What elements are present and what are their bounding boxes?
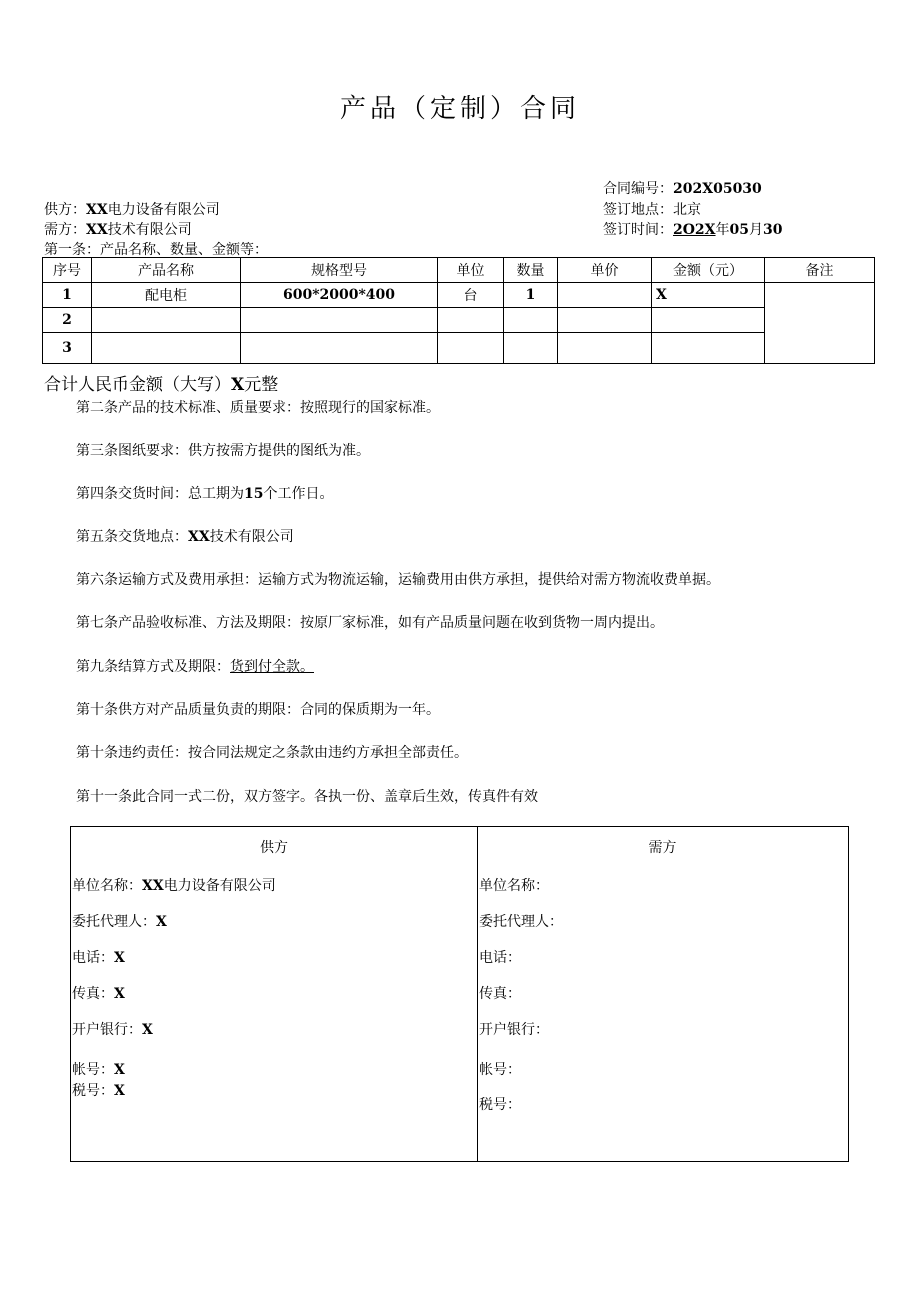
signature-table (70, 826, 849, 1162)
product-name (92, 308, 241, 333)
buyer-header: 需方 (648, 840, 677, 856)
sign-day: 30 (763, 222, 783, 238)
clause-5-bold: XX (188, 529, 210, 545)
row-index: 2 (43, 308, 92, 333)
product-amount: X (652, 283, 765, 308)
product-amount (652, 333, 765, 364)
sign-time (603, 219, 783, 239)
product-price (558, 308, 652, 333)
sign-year-unit: 年 (715, 222, 730, 238)
clause-9-underlined: 货到付全款。 (230, 659, 314, 675)
product-price (558, 283, 652, 308)
supplier-tax-label: 税号： (72, 1083, 114, 1099)
supplier-phone-value: X (114, 950, 125, 966)
supplier-unit-label: 单位名称： (72, 878, 142, 894)
supplier-tax-value: X (114, 1083, 125, 1099)
supplier-fax-value: X (114, 986, 125, 1002)
clause-1: 第一条：产品名称、数量、金额等： (44, 242, 268, 258)
header-cell: 单位 (438, 258, 504, 283)
clause-6: 第六条运输方式及费用承担：运输方式为物流运输，运输费用由供方承担，提供给对需方物流收费单据。 (76, 572, 720, 588)
product-price (558, 333, 652, 364)
clause-9-pre: 第九条结算方式及期限： (76, 659, 230, 675)
clause-5-pre: 第五条交货地点： (76, 529, 188, 545)
product-unit: 台 (438, 283, 504, 308)
buyer-name-rest: 技术有限公司 (107, 222, 192, 238)
notes-cell (765, 283, 875, 364)
supplier-fax (72, 983, 125, 1003)
supplier-unit-bold: XX (142, 878, 164, 894)
product-amount (652, 308, 765, 333)
product-qty: 1 (504, 283, 558, 308)
column-divider (477, 827, 478, 1161)
supplier-agent (72, 911, 167, 931)
sign-place-value: 北京 (673, 202, 701, 218)
clause-11: 第十一条此合同一式二份，双方签字。各执一份、盖章后生效，传真件有效 (76, 789, 538, 805)
sign-place (603, 199, 701, 219)
sign-place-label: 签订地点： (603, 202, 673, 218)
supplier-account-value: X (114, 1062, 125, 1078)
supplier-agent-label: 委托代理人： (72, 914, 156, 930)
clause-5-post: 技术有限公司 (209, 529, 294, 545)
clause-9 (76, 656, 314, 676)
buyer-agent-label: 委托代理人： (479, 914, 563, 930)
buyer-bank-label: 开户银行： (479, 1022, 549, 1038)
product-qty (504, 333, 558, 364)
supplier-account-label: 帐号： (72, 1062, 114, 1078)
table-row (43, 308, 875, 333)
clause-4-num: 15 (244, 486, 264, 502)
contract-number (603, 178, 762, 198)
header-cell: 金额（元） (652, 258, 765, 283)
table-header-row (43, 258, 875, 283)
table-row (43, 333, 875, 364)
page-title: 产品（定制）合同 (339, 94, 580, 124)
supplier-account (72, 1059, 125, 1079)
supplier-label: 供方： (44, 202, 86, 218)
clause-4-pre: 第四条交货时间：总工期为 (76, 486, 244, 502)
supplier-unit-rest: 电力设备有限公司 (163, 878, 276, 894)
clause-10b: 第十条违约责任：按合同法规定之条款由违约方承担全部责任。 (76, 745, 468, 761)
contract-number-label: 合同编号： (603, 181, 673, 197)
product-table (42, 257, 875, 364)
buyer-account-label: 帐号： (479, 1062, 521, 1078)
buyer-name-bold: XX (86, 222, 108, 238)
supplier-bank-label: 开户银行： (72, 1022, 142, 1038)
buyer-fax-label: 传真： (479, 986, 521, 1002)
clause-5 (76, 526, 294, 546)
clause-3: 第三条图纸要求：供方按需方提供的图纸为准。 (76, 443, 370, 459)
total-value: X (231, 375, 245, 395)
product-name (92, 333, 241, 364)
supplier-unit (72, 875, 276, 895)
contract-number-value: 202X05030 (673, 181, 762, 197)
supplier-line (44, 199, 220, 219)
header-cell: 序号 (43, 258, 92, 283)
sign-month-unit: 月 (749, 222, 764, 238)
total-suffix: 元整 (244, 375, 279, 395)
supplier-name-bold: XX (86, 202, 108, 218)
header-cell: 数量 (504, 258, 558, 283)
supplier-phone (72, 947, 125, 967)
product-spec (241, 308, 438, 333)
sign-year: 2O2X (673, 222, 716, 238)
product-qty (504, 308, 558, 333)
supplier-name-rest: 电力设备有限公司 (107, 202, 220, 218)
product-spec: 600*2000*400 (241, 283, 438, 308)
clause-10: 第十条供方对产品质量负责的期限：合同的保质期为一年。 (76, 702, 440, 718)
buyer-phone-label: 电话： (479, 950, 521, 966)
header-cell: 备注 (765, 258, 875, 283)
row-index: 3 (43, 333, 92, 364)
buyer-line (44, 219, 192, 239)
product-unit (438, 308, 504, 333)
buyer-unit-label: 单位名称： (479, 878, 549, 894)
supplier-phone-label: 电话： (72, 950, 114, 966)
sign-time-label: 签订时间： (603, 222, 673, 238)
supplier-bank-value: X (142, 1022, 153, 1038)
header-cell: 规格型号 (241, 258, 438, 283)
total-label: 合计人民币金额（大写） (44, 375, 231, 395)
total-amount (44, 370, 278, 395)
clause-4-post: 个工作日。 (263, 486, 334, 502)
row-index: 1 (43, 283, 92, 308)
clause-7: 第七条产品验收标准、方法及期限：按原厂家标准，如有产品质量问题在收到货物一周内提出。 (76, 615, 664, 631)
clause-2: 第二条产品的技术标准、质量要求：按照现行的国家标准。 (76, 400, 440, 416)
sign-month: 05 (729, 222, 750, 238)
product-unit (438, 333, 504, 364)
table-row (43, 283, 875, 308)
product-spec (241, 333, 438, 364)
header-cell: 产品名称 (92, 258, 241, 283)
buyer-label: 需方： (44, 222, 86, 238)
supplier-bank (72, 1019, 153, 1039)
supplier-fax-label: 传真： (72, 986, 114, 1002)
supplier-header: 供方 (260, 840, 288, 856)
supplier-tax (72, 1080, 125, 1100)
product-name: 配电柜 (92, 283, 241, 308)
buyer-tax-label: 税号： (479, 1097, 521, 1113)
clause-4 (76, 483, 333, 503)
supplier-agent-value: X (156, 914, 167, 930)
header-cell: 单价 (558, 258, 652, 283)
